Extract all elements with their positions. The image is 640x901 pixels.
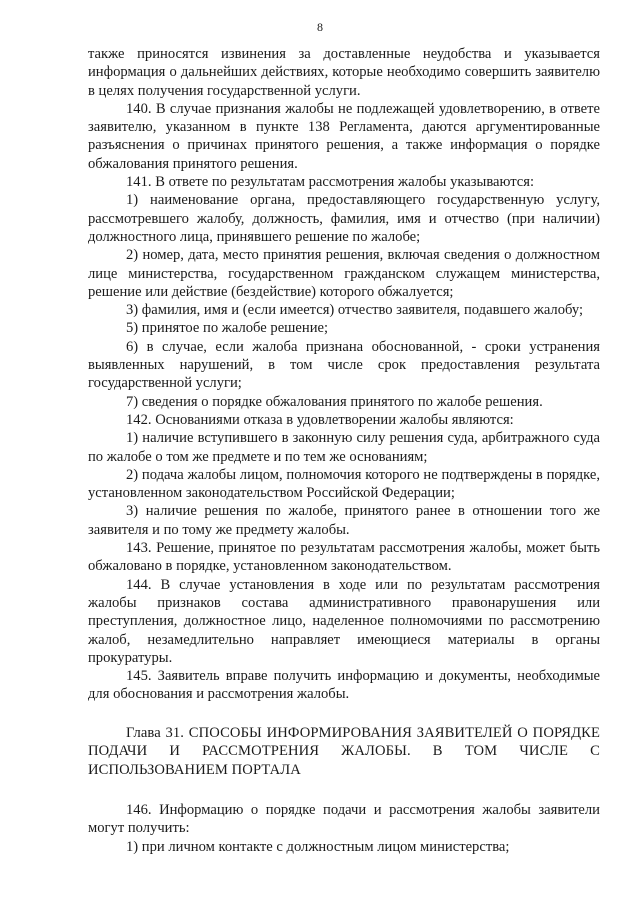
list-item-141-6: 6) в случае, если жалоба признана обоснованной, - сроки устранения выявленных нарушений, в том числе срок предоставления результата государственной услуги; [88, 338, 600, 392]
list-item-141-3: 3) фамилия, имя и (если имеется) отчество заявителя, подавшего жалобу; [126, 302, 584, 319]
list-item-142-1: 1) наличие вступившего в законную силу решения суда, арбитражного суда по жалобе о том же предмете и по тем же основаниям; [88, 430, 600, 465]
list-item-141-5: 5) принятое по жалобе решение; [126, 320, 329, 337]
list-item-141-7: 7) сведения о порядке обжалования принятого по жалобе решения. [126, 393, 543, 410]
paragraph-142: 142. Основаниями отказа в удовлетворении жалобы являются: [126, 411, 514, 428]
paragraph-145: 145. Заявитель вправе получить информацию и документы, необходимые для обоснования и рассмотрения жалобы. [88, 668, 600, 703]
paragraph-139-continuation: также приносятся извинения за доставленные неудобства и указывается информация о дальнейших действиях, которые необходимо совершить заявителю в целях получения государственной услуги. [88, 46, 600, 99]
page-number: 8 [317, 20, 323, 34]
paragraph-140: 140. В случае признания жалобы не подлежащей удовлетворению, в ответе заявителю, указанном в пункте 138 Регламента, даются аргументированные разъяснения о причинах принятого решения, а также информация о порядке обжалования принятого решения. [88, 100, 600, 172]
paragraph-141: 141. В ответе по результатам рассмотрения жалобы указываются: [126, 174, 535, 191]
list-item-142-3: 3) наличие решения по жалобе, принятого ранее в отношении того же заявителя и по тому же предмету жалобы. [88, 503, 600, 538]
paragraph-146: 146. Информацию о порядке подачи и рассмотрения жалобы заявители могут получить: [88, 802, 600, 837]
list-item-141-1: 1) наименование органа, предоставляющего государственную услугу, рассмотревшего жалобу, должность, фамилия, имя и отчество (при наличии) должностного лица, принявшего решение по жалобе; [88, 192, 600, 245]
document-body [88, 45, 600, 856]
list-item-142-2: 2) подача жалобы лицом, полномочия которого не подтверждены в порядке, установленном законодательством Российской Федерации; [88, 466, 600, 502]
list-item-141-2: 2) номер, дата, место принятия решения, включая сведения о должностном лице министерства, государственном гражданском служащем министерства, решение или действие (бездействие) которого обжалуется; [88, 247, 600, 300]
paragraph-144: 144. В случае установления в ходе или по результатам рассмотрения жалобы признаков состава административного правонарушения или преступления, должностное лицо, наделенное полномочиями по рассмотрению жалоб, незамедлительно направляет имеющиеся материалы в органы прокуратуры. [88, 576, 600, 666]
chapter-heading: Глава 31. СПОСОБЫ ИНФОРМИРОВАНИЯ ЗАЯВИТЕЛЕЙ О ПОРЯДКЕ ПОДАЧИ И РАССМОТРЕНИЯ ЖАЛОБЫ. В ТОМ ЧИСЛЕ С ИСПОЛЬЗОВАНИЕМ ПОРТАЛА [88, 724, 600, 778]
paragraph-143: 143. Решение, принятое по результатам рассмотрения жалобы, может быть обжаловано в порядке, установленном законодательством. [88, 540, 600, 575]
list-item-146-1: 1) при личном контакте с должностным лицом министерства; [126, 838, 510, 855]
